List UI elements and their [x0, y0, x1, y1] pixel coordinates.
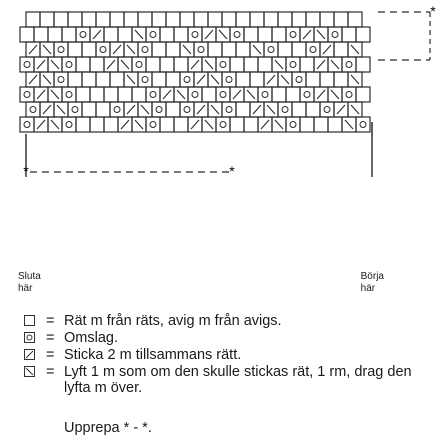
chart-cell — [76, 27, 90, 42]
chart-cell — [342, 27, 356, 42]
k2tog-symbol — [317, 60, 325, 69]
legend-equals: = — [46, 364, 55, 380]
skpo-symbol — [51, 90, 59, 99]
chart-cell — [216, 117, 230, 132]
yarn-over-symbol — [226, 107, 232, 113]
yarn-over-symbol — [296, 77, 302, 83]
chart-cell — [278, 102, 292, 117]
k2tog-symbol — [107, 60, 115, 69]
chart-cell — [132, 87, 146, 102]
chart-cell — [76, 57, 90, 72]
chart-cell — [348, 12, 362, 27]
chart-cell — [208, 12, 222, 27]
chart-cell — [90, 117, 104, 132]
skpo-symbol — [57, 105, 65, 114]
chart-cell — [104, 87, 118, 102]
chart-cell — [26, 102, 40, 117]
chart-cell — [166, 12, 180, 27]
chart-cell — [342, 57, 356, 72]
yarn-over-symbol — [24, 92, 30, 98]
chart-cell — [82, 72, 96, 87]
yarn-over-symbol — [80, 32, 86, 38]
yarn-over-symbol — [346, 92, 352, 98]
yarn-over-symbol — [150, 122, 156, 128]
yarn-over-symbol — [156, 107, 162, 113]
chart-cell — [230, 27, 244, 42]
chart-cell — [152, 72, 166, 87]
chart-cell — [300, 117, 314, 132]
legend-equals: = — [46, 330, 55, 346]
chart-cell — [90, 57, 104, 72]
legend-row-yarn-over — [24, 330, 424, 346]
chart-cell — [76, 87, 90, 102]
chart-cell — [208, 42, 222, 57]
yarn-over-symbol — [58, 77, 64, 83]
chart-cell — [62, 57, 76, 72]
skpo-symbol — [183, 45, 191, 54]
chart-cell — [356, 57, 370, 72]
chart-cell — [160, 57, 174, 72]
repeat-star-left: * — [23, 163, 29, 179]
yarn-over-symbol — [66, 62, 72, 68]
chart-cell — [110, 72, 124, 87]
k2tog-symbol — [113, 45, 121, 54]
legend-text: Sticka 2 m tillsammans rätt. — [64, 347, 242, 363]
yarn-over-symbol — [100, 47, 106, 53]
yarn-over-symbol — [142, 47, 148, 53]
skpo-symbol — [43, 75, 51, 84]
chart-cell — [320, 102, 334, 117]
yarn-over-symbol — [226, 77, 232, 83]
chart-cell — [124, 12, 138, 27]
chart-cell — [104, 27, 118, 42]
skpo-symbol — [211, 105, 219, 114]
yarn-over-symbol — [30, 107, 36, 113]
legend-equals: = — [46, 313, 55, 329]
k2tog-symbol — [337, 105, 345, 114]
chart-cell — [82, 42, 96, 57]
chart-cell — [62, 27, 76, 42]
chart-cell — [194, 12, 208, 27]
chart-cell — [264, 12, 278, 27]
chart-cell — [222, 72, 236, 87]
chart-cell — [236, 72, 250, 87]
end-label-line1: Sluta — [18, 271, 41, 282]
skpo-symbol — [253, 45, 261, 54]
start-here-label — [361, 271, 384, 295]
k2tog-symbol — [163, 90, 171, 99]
yarn-over-icon — [24, 332, 35, 343]
skpo-symbol — [43, 45, 51, 54]
skpo-symbol — [127, 75, 135, 84]
chart-cell — [174, 27, 188, 42]
chart-cell — [278, 42, 292, 57]
yarn-over-symbol — [58, 47, 64, 53]
yarn-over-symbol — [184, 77, 190, 83]
yarn-over-symbol — [136, 62, 142, 68]
yarn-over-symbol — [66, 122, 72, 128]
yarn-over-symbol — [310, 47, 316, 53]
chart-cell — [54, 12, 68, 27]
legend-row-skpo — [24, 364, 424, 396]
yarn-over-symbol — [192, 92, 198, 98]
chart-cell — [146, 117, 160, 132]
chart-cell — [292, 102, 306, 117]
chart-cell — [180, 72, 194, 87]
k2tog-symbol — [253, 105, 261, 114]
chart-cell — [96, 42, 110, 57]
chart-cell — [216, 57, 230, 72]
k2tog-symbol — [191, 60, 199, 69]
yarn-over-symbol — [290, 32, 296, 38]
skpo-symbol — [267, 105, 275, 114]
yarn-over-symbol — [262, 92, 268, 98]
chart-cell — [356, 87, 370, 102]
chart-cell — [152, 42, 166, 57]
chart-cell — [216, 87, 230, 102]
chart-cell — [320, 12, 334, 27]
yarn-over-symbol — [220, 92, 226, 98]
chart-cell — [26, 12, 40, 27]
chart-cell — [62, 117, 76, 132]
k2tog-symbol — [121, 120, 129, 129]
chart-cell — [292, 12, 306, 27]
skpo-symbol — [141, 105, 149, 114]
chart-cell — [244, 27, 258, 42]
chart-cell — [222, 102, 236, 117]
chart-cell — [96, 72, 110, 87]
yarn-over-symbol — [290, 62, 296, 68]
chart-cell — [110, 12, 124, 27]
yarn-over-symbol — [198, 47, 204, 53]
yarn-over-symbol — [346, 62, 352, 68]
chart-cell — [328, 117, 342, 132]
k2tog-symbol — [37, 120, 45, 129]
chart-cell — [76, 117, 90, 132]
chart-cell — [334, 12, 348, 27]
start-label-line1: Börja — [360, 271, 384, 282]
chart-cell — [174, 57, 188, 72]
chart-cell — [160, 27, 174, 42]
yarn-over-symbol — [324, 107, 330, 113]
chart-cell — [118, 87, 132, 102]
chart-cell — [244, 57, 258, 72]
chart-cell — [264, 42, 278, 57]
chart-cell — [286, 57, 300, 72]
chart-cell — [180, 102, 194, 117]
chart-cell — [146, 87, 160, 102]
k2tog-symbol — [323, 45, 331, 54]
chart-cell — [328, 27, 342, 42]
chart-cell — [166, 72, 180, 87]
chart-cell — [250, 12, 264, 27]
chart-cell — [230, 57, 244, 72]
k2tog-symbol — [205, 30, 213, 39]
skpo-symbol — [331, 60, 339, 69]
chart-cell — [68, 102, 82, 117]
chart-cell — [356, 117, 370, 132]
chart-cell — [152, 102, 166, 117]
skpo-symbol — [135, 120, 143, 129]
skpo-symbol — [205, 60, 213, 69]
chart-cell — [118, 27, 132, 42]
end-label-line2: här — [18, 283, 33, 294]
chart-cell — [306, 42, 320, 57]
chart-cell — [230, 117, 244, 132]
chart-cell — [90, 87, 104, 102]
legend-text: Rät m från räts, avig m från avigs. — [64, 313, 282, 329]
chart-cell — [20, 117, 34, 132]
chart-cell — [166, 42, 180, 57]
chart-cell — [174, 117, 188, 132]
chart-cell — [278, 12, 292, 27]
chart-cell — [236, 12, 250, 27]
chart-cell — [202, 87, 216, 102]
skpo-symbol — [205, 120, 213, 129]
legend-row-k2tog — [24, 347, 424, 363]
legend-text: Lyft 1 m som om den skulle stickas rät, 1 rm, drag den lyfta m över. — [64, 364, 412, 396]
skpo-symbol — [177, 90, 185, 99]
chart-cell — [300, 57, 314, 72]
chart-cell — [306, 102, 320, 117]
chart-cell — [48, 27, 62, 42]
start-label-line2: här — [360, 283, 376, 294]
skpo-symbol — [317, 30, 325, 39]
k2tog-symbol — [127, 105, 135, 114]
chart-cell — [258, 27, 272, 42]
yarn-over-symbol — [304, 92, 310, 98]
repeat-star-top: * — [430, 3, 436, 19]
k2tog-symbol — [29, 75, 37, 84]
k2tog-symbol — [197, 105, 205, 114]
chart-cell — [342, 87, 356, 102]
skpo-symbol — [275, 120, 283, 129]
yarn-over-symbol — [72, 107, 78, 113]
chart-cell — [286, 27, 300, 42]
chart-cell — [20, 87, 34, 102]
skpo-symbol — [351, 45, 359, 54]
k2tog-symbol — [37, 60, 45, 69]
skpo-symbol — [281, 75, 289, 84]
chart-cell — [62, 87, 76, 102]
skpo-symbol — [51, 120, 59, 129]
chart-cell — [314, 117, 328, 132]
chart-cell — [258, 87, 272, 102]
chart-cell — [138, 42, 152, 57]
skpo-symbol — [121, 60, 129, 69]
skpo-symbol — [275, 60, 283, 69]
yarn-over-symbol — [332, 32, 338, 38]
skpo-icon — [24, 366, 35, 377]
legend-row-knit — [24, 313, 424, 329]
skpo-symbol — [351, 75, 359, 84]
chart-cell — [82, 102, 96, 117]
chart-cell — [160, 117, 174, 132]
chart-cell — [104, 117, 118, 132]
chart-cell — [272, 87, 286, 102]
yarn-over-symbol — [234, 32, 240, 38]
yarn-over-symbol — [268, 47, 274, 53]
chart-cell — [54, 42, 68, 57]
yarn-over-symbol — [24, 62, 30, 68]
end-here-label — [18, 271, 41, 295]
yarn-over-symbol — [220, 62, 226, 68]
chart-cell — [54, 72, 68, 87]
symbol-legend — [24, 313, 424, 397]
k2tog-symbol — [267, 75, 275, 84]
yarn-over-symbol — [360, 122, 366, 128]
chart-cell — [40, 12, 54, 27]
skpo-symbol — [351, 105, 359, 114]
legend-text: Omslag. — [64, 330, 118, 346]
chart-cell — [194, 42, 208, 57]
yarn-over-symbol — [114, 107, 120, 113]
yarn-over-symbol — [192, 32, 198, 38]
chart-cell — [250, 72, 264, 87]
chart-cell — [188, 27, 202, 42]
yarn-over-symbol — [66, 92, 72, 98]
chart-cell — [68, 72, 82, 87]
chart-cell — [20, 57, 34, 72]
chart-cell — [152, 12, 166, 27]
chart-cell — [138, 12, 152, 27]
chart-cell — [306, 72, 320, 87]
skpo-symbol — [219, 30, 227, 39]
skpo-symbol — [345, 120, 353, 129]
chart-cell — [300, 87, 314, 102]
repeat-note: Upprepa * - *. — [64, 420, 152, 436]
legend-equals: = — [46, 347, 55, 363]
k2tog-icon — [24, 349, 35, 360]
yarn-over-symbol — [282, 107, 288, 113]
chart-cell — [292, 42, 306, 57]
chart-cell — [34, 27, 48, 42]
chart-cell — [334, 42, 348, 57]
repeat-star-bottom: * — [229, 163, 235, 179]
chart-cell — [20, 27, 34, 42]
yarn-over-symbol — [150, 32, 156, 38]
chart-cell — [292, 72, 306, 87]
k2tog-symbol — [93, 30, 101, 39]
chart-cell — [138, 72, 152, 87]
chart-cell — [222, 42, 236, 57]
chart-cell — [258, 57, 272, 72]
k2tog-symbol — [43, 105, 51, 114]
chart-cell — [110, 102, 124, 117]
k2tog-symbol — [303, 30, 311, 39]
chart-cell — [68, 12, 82, 27]
chart-cell — [96, 12, 110, 27]
k2tog-symbol — [261, 120, 269, 129]
yarn-over-symbol — [184, 107, 190, 113]
skpo-symbol — [51, 60, 59, 69]
chart-cell — [68, 42, 82, 57]
chart-cell — [188, 87, 202, 102]
skpo-symbol — [331, 90, 339, 99]
chart-cell — [236, 42, 250, 57]
yarn-over-symbol — [150, 92, 156, 98]
yarn-over-symbol — [290, 122, 296, 128]
chart-cell — [356, 27, 370, 42]
skpo-symbol — [127, 45, 135, 54]
chart-cell — [244, 117, 258, 132]
chart-cell — [222, 12, 236, 27]
yarn-over-symbol — [142, 77, 148, 83]
chart-cell — [82, 12, 96, 27]
k2tog-symbol — [29, 45, 37, 54]
chart-cell — [96, 102, 110, 117]
k2tog-symbol — [317, 90, 325, 99]
chart-cell — [236, 102, 250, 117]
empty-square-icon — [24, 315, 35, 326]
chart-cell — [334, 72, 348, 87]
skpo-symbol — [135, 30, 143, 39]
chart-cell — [166, 102, 180, 117]
chart-cell — [272, 27, 286, 42]
chart-cell — [320, 72, 334, 87]
chart-cell — [146, 57, 160, 72]
skpo-symbol — [211, 75, 219, 84]
chart-cell — [132, 57, 146, 72]
chart-cell — [180, 12, 194, 27]
chart-cell — [146, 27, 160, 42]
k2tog-symbol — [233, 90, 241, 99]
skpo-symbol — [247, 90, 255, 99]
yarn-over-symbol — [220, 122, 226, 128]
k2tog-symbol — [197, 75, 205, 84]
chart-cell — [286, 117, 300, 132]
k2tog-symbol — [37, 90, 45, 99]
chart-cell — [286, 87, 300, 102]
k2tog-symbol — [191, 120, 199, 129]
chart-cell — [306, 12, 320, 27]
yarn-over-symbol — [24, 122, 30, 128]
